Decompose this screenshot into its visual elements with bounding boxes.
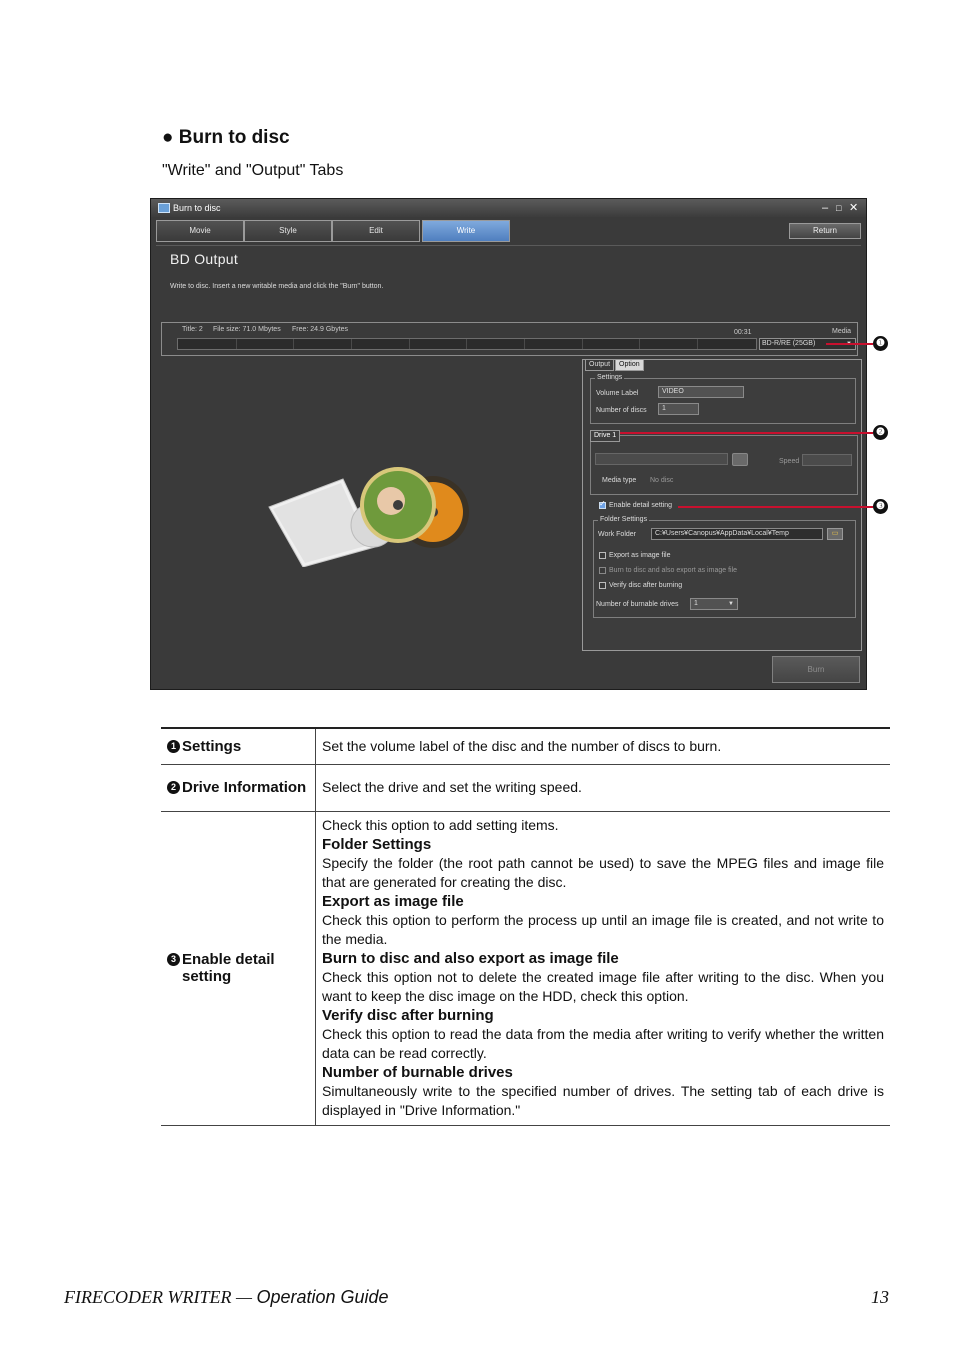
callout-1: ❶ [873, 336, 888, 351]
header-divider [156, 245, 861, 246]
enable-detail-checkbox[interactable] [599, 502, 606, 509]
table-row [161, 764, 890, 811]
term-drive-information: Drive Information [182, 779, 307, 796]
footer-title [64, 1287, 389, 1308]
term-cell [161, 811, 316, 1125]
term-enable-detail-setting: Enable detail setting [182, 951, 275, 985]
callout-2: ❷ [873, 425, 888, 440]
output-heading: BD Output [170, 251, 239, 267]
tab-style[interactable]: Style [244, 220, 332, 242]
tab-option[interactable]: Option [615, 359, 644, 371]
maximize-icon[interactable]: □ [836, 203, 842, 213]
section-title: ● Burn to disc [162, 127, 290, 148]
export-image-checkbox[interactable] [599, 552, 606, 559]
burn-and-export-checkbox[interactable] [599, 567, 606, 574]
chevron-down-icon: ▼ [728, 601, 734, 607]
export-image-label: Export as image file [609, 552, 671, 559]
item-text: Check this option to read the data from the media after writing to verify whether the written data can be read correctly. [322, 1025, 884, 1061]
options-panel [582, 359, 862, 651]
item-heading: Burn to disc and also export as image file [322, 949, 619, 967]
settings-group-label: Settings [597, 374, 623, 381]
minimize-icon[interactable]: – [822, 202, 829, 214]
page-number: 13 [871, 1287, 889, 1307]
description-table [161, 727, 890, 1126]
disc-case-illustration [263, 457, 473, 567]
eject-button[interactable] [732, 453, 748, 466]
settings-group [590, 374, 856, 424]
burn-button[interactable]: Burn [772, 656, 860, 683]
definition-intro: Check this option to add setting items. [322, 816, 559, 833]
discs-count-label: Number of discs [596, 407, 647, 414]
instruction-text: Write to disc. Insert a new writable media and click the "Burn" button. [170, 283, 384, 290]
footer-guide: Operation Guide [256, 1287, 389, 1307]
folder-settings-label: Folder Settings [600, 516, 648, 523]
section-subtitle: "Write" and "Output" Tabs [162, 162, 344, 179]
work-folder-input[interactable]: C:¥Users¥Canopus¥AppData¥Local¥Temp [651, 528, 823, 540]
close-icon[interactable]: ✕ [849, 202, 859, 214]
item-text: Check this option to perform the process up until an image file is created, and not write to the media. [322, 911, 884, 947]
window-title: Burn to disc [173, 203, 221, 213]
callout-line-3 [678, 506, 873, 508]
free-space: Free: 24.9 Gbytes [292, 326, 349, 333]
burnable-drives-value: 1 [694, 600, 698, 607]
speed-label: Speed [779, 458, 800, 465]
term-cell [161, 728, 316, 764]
item-heading: Folder Settings [322, 835, 432, 853]
item-heading: Export as image file [322, 892, 464, 910]
enable-detail-label: Enable detail setting [609, 502, 673, 509]
tab-drive-1[interactable]: Drive 1 [590, 430, 620, 442]
definition-settings: Set the volume label of the disc and the number of discs to burn. [322, 737, 722, 754]
media-type-value: No disc [650, 477, 674, 484]
item-text: Specify the folder (the root path cannot be used) to save the MPEG files and image file that are generated for creating the disc. [322, 854, 884, 890]
term-number: 1 [167, 740, 180, 753]
drive-select[interactable] [595, 453, 728, 465]
tab-movie[interactable]: Movie [156, 220, 244, 242]
term-cell [161, 764, 316, 811]
callout-line-1 [826, 343, 873, 345]
burnable-drives-select[interactable] [690, 598, 738, 610]
item-text: Check this option not to delete the created image file after writing to the disc. When you want to keep the disc image on the HDD, check this option. [322, 968, 884, 1004]
verify-label: Verify disc after burning [609, 582, 683, 589]
tab-edit[interactable]: Edit [332, 220, 420, 242]
media-label: Media [832, 328, 852, 335]
item-heading: Verify disc after burning [322, 1006, 494, 1024]
term-number: 3 [167, 953, 180, 966]
file-size: File size: 71.0 Mbytes [213, 326, 281, 333]
burnable-drives-label: Number of burnable drives [596, 601, 679, 608]
callout-3: ❸ [873, 499, 888, 514]
discs-count-input[interactable]: 1 [658, 403, 699, 415]
tab-output[interactable]: Output [585, 359, 614, 371]
definition-drive-information: Select the drive and set the writing speed. [322, 779, 582, 795]
window-titlebar [151, 199, 866, 217]
term-settings: Settings [182, 737, 242, 755]
return-button[interactable]: Return [789, 223, 861, 239]
tab-write[interactable]: Write [422, 220, 510, 242]
burn-and-export-label: Burn to disc and also export as image file [609, 567, 738, 574]
work-folder-label: Work Folder [598, 531, 636, 538]
item-text: Simultaneously write to the specified number of drives. The setting tab of each drive is displayed in "Drive Information." [322, 1082, 884, 1118]
media-select-value: BD-R/RE (25GB) [762, 340, 816, 347]
media-type-label: Media type [602, 477, 637, 484]
item-heading: Number of burnable drives [322, 1063, 513, 1081]
duration: 00:31 [734, 329, 752, 336]
burn-to-disc-window [150, 198, 867, 690]
app-icon [158, 203, 170, 213]
callout-line-2 [620, 432, 873, 434]
volume-label-label: Volume Label [596, 390, 639, 397]
verify-checkbox[interactable] [599, 582, 606, 589]
folder-icon[interactable]: ▭ [827, 528, 843, 540]
table-row [161, 728, 890, 764]
term-number: 2 [167, 781, 180, 794]
title-count: Title: 2 [182, 326, 203, 333]
footer-dash: — [235, 1287, 252, 1307]
capacity-bar [177, 338, 757, 350]
volume-label-input[interactable]: VIDEO [658, 386, 744, 398]
table-row [161, 811, 890, 1125]
speed-select[interactable] [802, 454, 852, 466]
definition-enable-detail-setting [316, 811, 891, 1125]
footer-product: FIRECODER WRITER [64, 1287, 232, 1307]
